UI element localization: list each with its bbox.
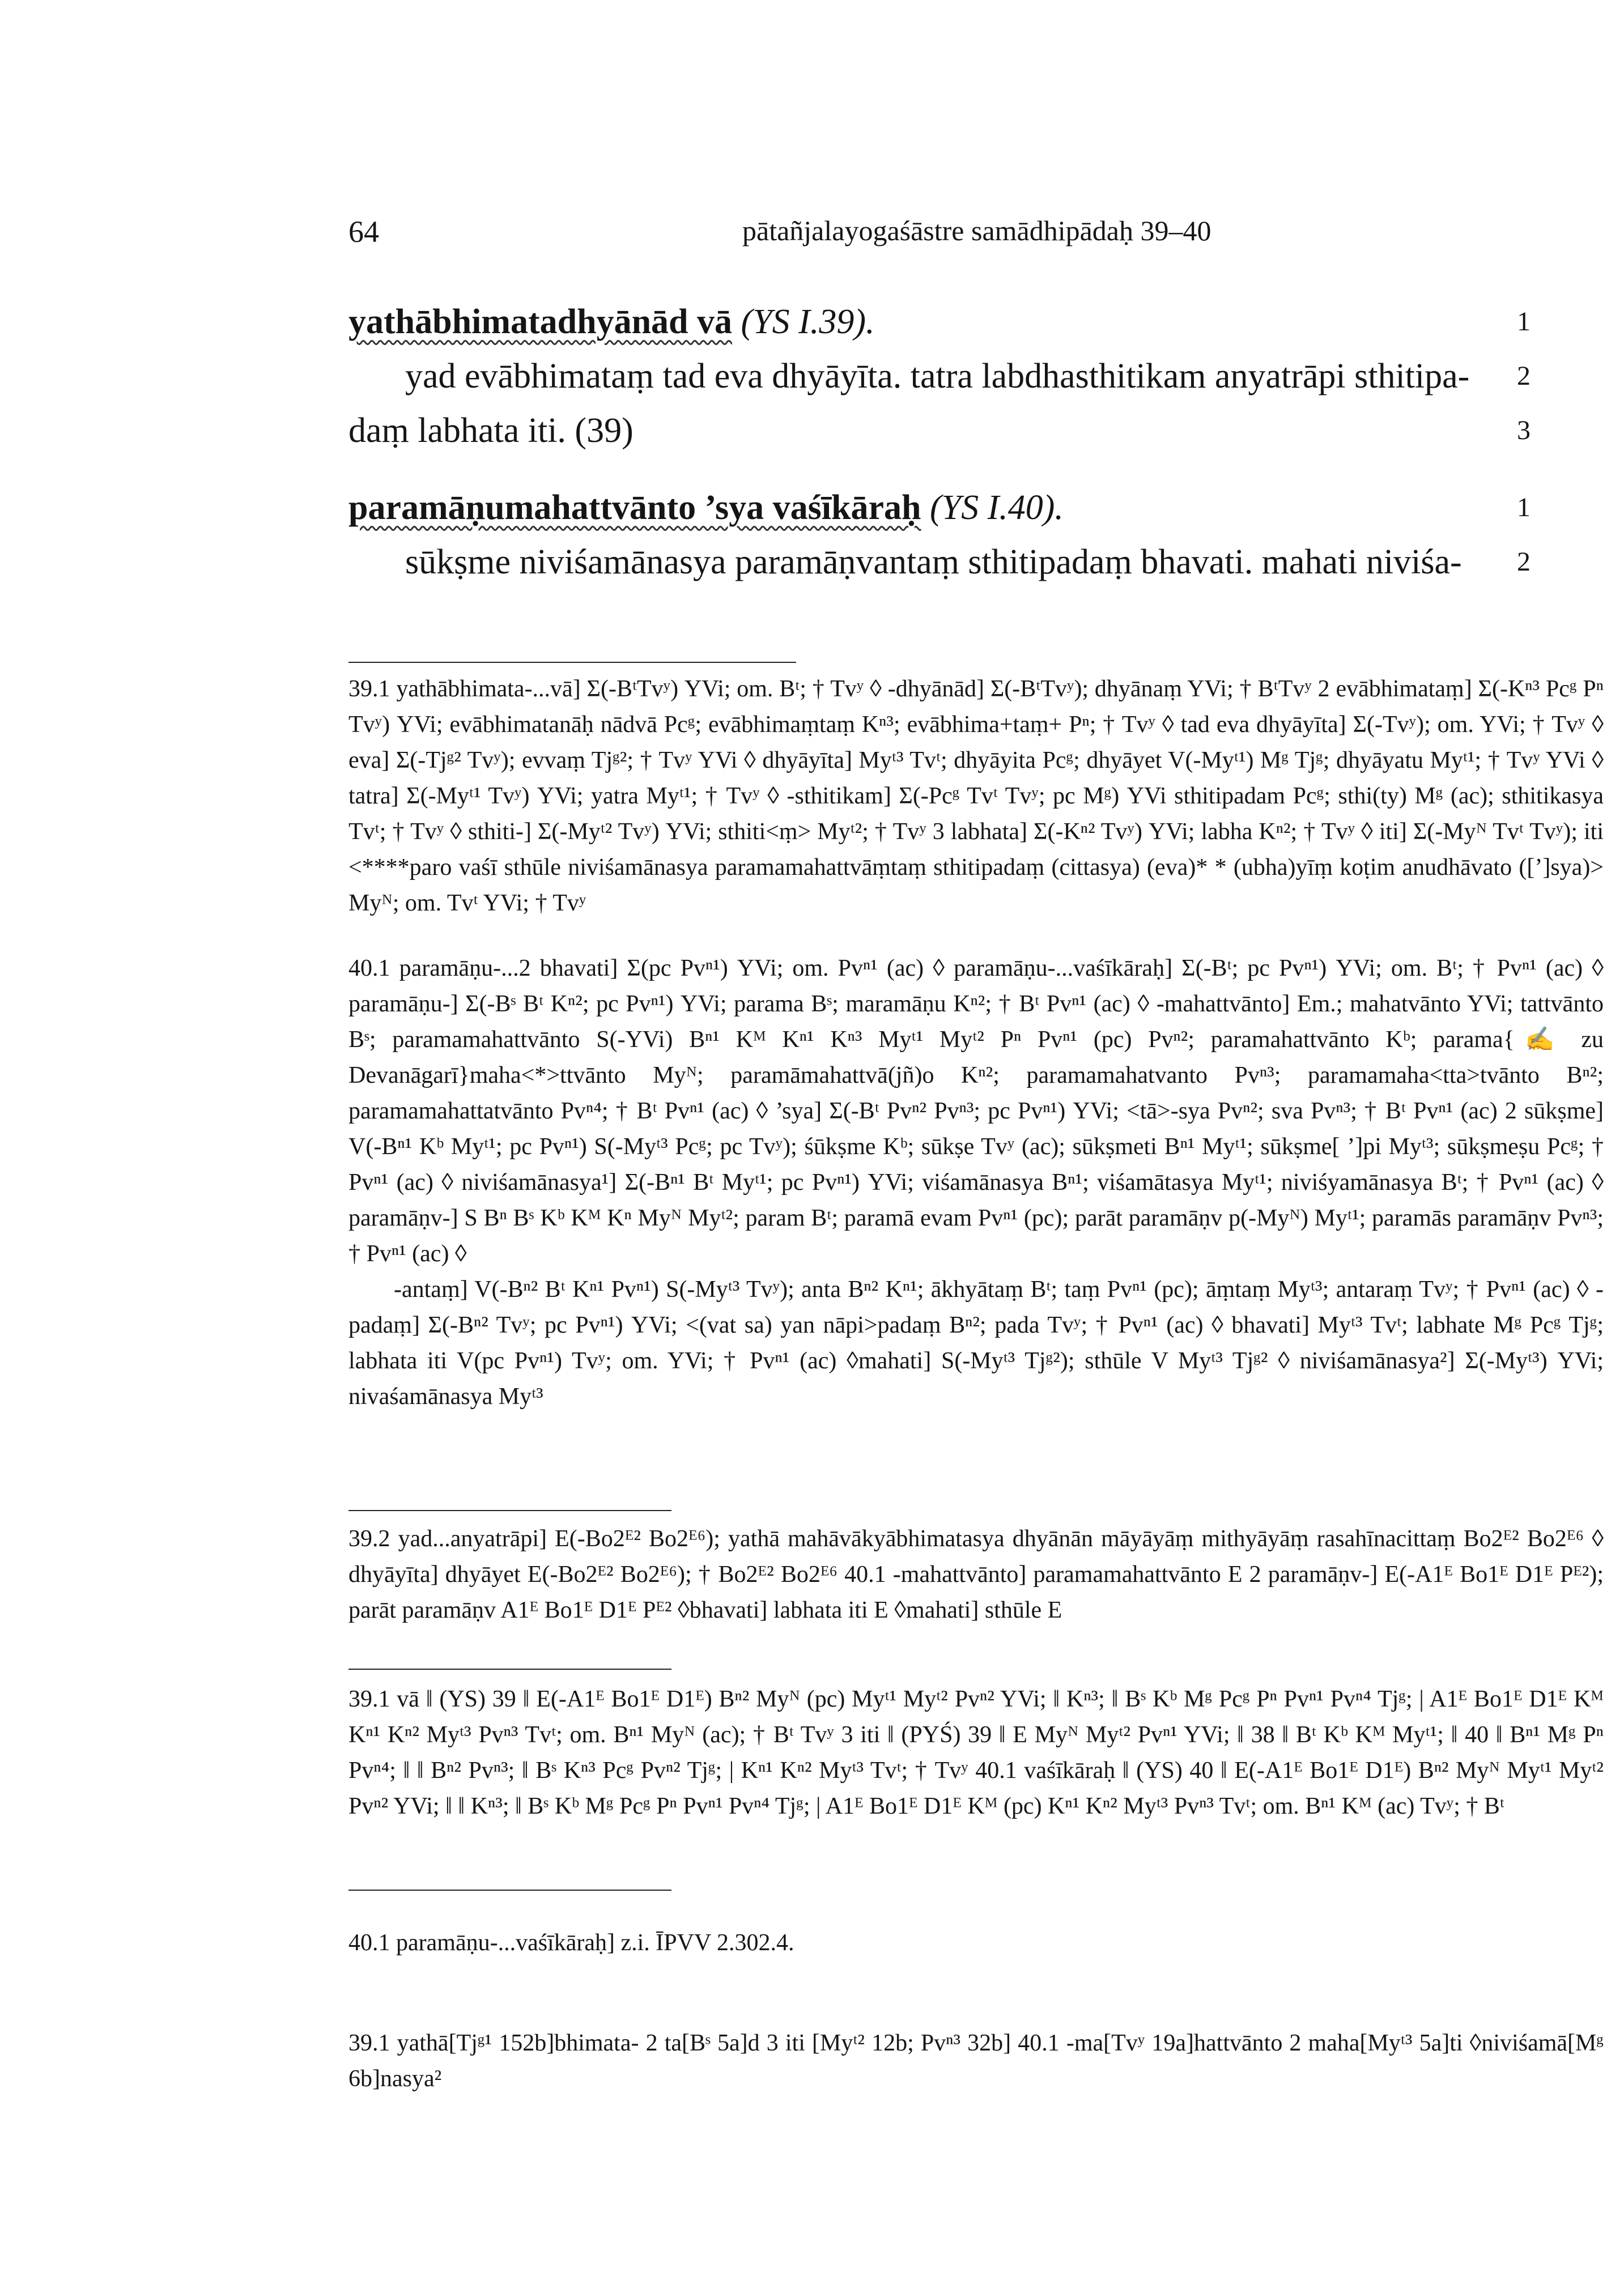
bhasya-40-text-1: sūkṣme niviśamānasya paramāṇvantaṃ sthitipadaṃ bhavati. mahati niviśa- [405, 543, 1462, 581]
sutra-39-line [348, 295, 1555, 349]
running-title: pātañjalayogaśāstre samādhipādaḥ 39–40 [742, 215, 1211, 246]
line-number: 1 [1517, 492, 1531, 522]
bhasya-39-text-2: daṃ labhata iti. (39) [348, 411, 634, 450]
footnote-rule [348, 1890, 671, 1891]
bhasya-40-line-1 [348, 535, 1555, 589]
line-number: 2 [1517, 361, 1531, 391]
apparatus-variants [348, 671, 1604, 1415]
footnote-rule [348, 662, 796, 663]
sutra-40-line [348, 480, 1555, 535]
sutra-39-ref: (YS I.39). [741, 303, 875, 341]
sutra-40-text: paramāṇumahattvānto ’sya vaśīkāraḥ [348, 488, 921, 527]
page-number: 64 [348, 215, 379, 249]
apparatus-punctuation [348, 1682, 1604, 1824]
apparatus-editions [348, 1521, 1604, 1628]
bhasya-39-line-1 [348, 349, 1555, 403]
bhasya-39-text-1: yad evābhimataṃ tad eva dhyāyīta. tatra labdhasthitikam anyatrāpi sthitipa- [405, 357, 1470, 395]
apparatus-testimonia-text: 40.1 paramāṇu-...vaśīkāraḥ] z.i. ĪPVV 2.302.4. [348, 1930, 794, 1956]
apparatus-folios [348, 2026, 1604, 2097]
line-number: 1 [1517, 307, 1531, 337]
apparatus-punctuation-text: 39.1 vā ‖ (YS) 39 ‖ E(-A1ᴱ Bo1ᴱ D1ᴱ) Bⁿ² Myᴺ (pc) Myᵗ¹ Myᵗ² Pvⁿ² YVi; ‖ Kⁿ³; ‖ Bˢ Kᵇ Mᵍ Pcᵍ Pⁿ Pvⁿ¹ Pvⁿ⁴ Tjᵍ; | A1ᴱ Bo1ᴱ D1ᴱ Kᴹ Kⁿ¹ Kⁿ² Myᵗ³ Pvⁿ³ Tvᵗ; om. Bⁿ¹ Myᴺ (ac); † Bᵗ Tvʸ 3 iti ‖ (PYŚ) 39 ‖ E Myᴺ Myᵗ² Pvⁿ¹ YVi; ‖ 38 ‖ Bᵗ Kᵇ Kᴹ Myᵗ¹; ‖ 40 ‖ Bⁿ¹ Mᵍ Pⁿ Pvⁿ⁴; ‖ ‖ Bⁿ² Pvⁿ³; ‖ Bˢ Kⁿ³ Pcᵍ Pvⁿ² Tjᵍ; | Kⁿ¹ Kⁿ² Myᵗ³ Tvᵗ; † Tvʸ 40.1 vaśīkāraḥ ‖ (YS) 40 ‖ E(-A1ᴱ Bo1ᴱ D1ᴱ) Bⁿ² Myᴺ Myᵗ¹ Myᵗ² Pvⁿ² YVi; ‖ ‖ Kⁿ³; ‖ Bˢ Kᵇ Mᵍ Pcᵍ Pⁿ Pvⁿ¹ Pvⁿ⁴ Tjᵍ; | A1ᴱ Bo1ᴱ D1ᴱ Kᴹ (pc) Kⁿ¹ Kⁿ² Myᵗ³ Pvⁿ³ Tvᵗ; om. Bⁿ¹ Kᴹ (ac) Tvʸ; † Bᵗ [348, 1686, 1604, 1819]
footnote-rule [348, 1510, 671, 1511]
apparatus-entry-40: 40.1 paramāṇu-...2 bhavati] Σ(pc Pvⁿ¹) YVi; om. Pvⁿ¹ (ac) ◊ paramāṇu-...vaśīkāraḥ] Σ(-Bᵗ; pc Pvⁿ¹) YVi; om. Bᵗ; † Pvⁿ¹ (ac) ◊ paramāṇu-] Σ(-Bˢ Bᵗ Kⁿ²; pc Pvⁿ¹) YVi; parama Bˢ; maramāṇu Kⁿ²; † Bᵗ Pvⁿ¹ (ac) ◊ -mahattvānto] Em.; mahatvānto YVi; tattvānto Bˢ; paramamahattvānto S(-YVi) Bⁿ¹ Kᴹ Kⁿ¹ Kⁿ³ Myᵗ¹ Myᵗ² Pⁿ Pvⁿ¹ (pc) Pvⁿ²; paramahattvānto Kᵇ; parama{✍ zu Devanāgarī}maha<*>ttvānto Myᴺ; paramāmahattvā(jñ)o Kⁿ²; paramamahatvanto Pvⁿ³; paramamaha<tta>tvānto Bⁿ²; paramamahattatvānto Pvⁿ⁴; † Bᵗ Pvⁿ¹ (ac) ◊ ’sya] Σ(-Bᵗ Pvⁿ² Pvⁿ³; pc Pvⁿ¹) YVi; <tā>-sya Pvⁿ²; sva Pvⁿ³; † Bᵗ Pvⁿ¹ (ac) 2 sūkṣme] V(-Bⁿ¹ Kᵇ Myᵗ¹; pc Pvⁿ¹) S(-Myᵗ³ Pcᵍ; pc Tvʸ); śūkṣme Kᵇ; sūkṣe Tvʸ (ac); sūkṣmeti Bⁿ¹ Myᵗ¹; sūkṣme[ ’]pi Myᵗ³; sūkṣmeṣu Pcᵍ; † Pvⁿ¹ (ac) ◊ niviśamānasya¹] Σ(-Bⁿ¹ Bᵗ Myᵗ¹; pc Pvⁿ¹) YVi; viśamānasya Bⁿ¹; viśamātasya Myᵗ¹; niviśyamānasya Bᵗ; † Pvⁿ¹ (ac) ◊ paramāṇv-] S Bⁿ Bˢ Kᵇ Kᴹ Kⁿ Myᴺ Myᵗ²; param Bᵗ; paramā evam Pvⁿ¹ (pc); parāt paramāṇv p(-Myᴺ) Myᵗ¹; paramās paramāṇv Pvⁿ³; † Pvⁿ¹ (ac) ◊ [348, 955, 1604, 1267]
apparatus-testimonia [348, 1925, 1604, 1961]
apparatus-entry-39: 39.1 yathābhimata-...vā] Σ(-BᵗTvʸ) YVi; om. Bᵗ; † Tvʸ ◊ -dhyānād] Σ(-BᵗTvʸ); dhyānaṃ YVi; † BᵗTvʸ 2 evābhimataṃ] Σ(-Kⁿ³ Pcᵍ Pⁿ Tvʸ) YVi; evābhimatanāḥ nādvā Pcᵍ; evābhimaṃtaṃ Kⁿ³; evābhima+taṃ+ Pⁿ; † Tvʸ ◊ tad eva dhyāyīta] Σ(-Tvʸ); om. YVi; † Tvʸ ◊ eva] Σ(-Tjᵍ² Tvʸ); evvaṃ Tjᵍ²; † Tvʸ YVi ◊ dhyāyīta] Myᵗ³ Tvᵗ; dhyāyita Pcᵍ; dhyāyet V(-Myᵗ¹) Mᵍ Tjᵍ; dhyāyatu Myᵗ¹; † Tvʸ YVi ◊ tatra] Σ(-Myᵗ¹ Tvʸ) YVi; yatra Myᵗ¹; † Tvʸ ◊ -sthitikam] Σ(-Pcᵍ Tvᵗ Tvʸ; pc Mᵍ) YVi sthitipadam Pcᵍ; sthi(ty) Mᵍ (ac); sthitikasya Tvᵗ; † Tvʸ ◊ sthiti-] Σ(-Myᵗ² Tvʸ) YVi; sthiti<ṃ> Myᵗ²; † Tvʸ 3 labhata] Σ(-Kⁿ² Tvʸ) YVi; labha Kⁿ²; † Tvʸ ◊ iti] Σ(-Myᴺ Tvᵗ Tvʸ); iti <****paro vaśī sthūle niviśamānasya paramamahattvāṃtaṃ sthitipadaṃ (cittasya) (eva)* * (ubha)yīṃ koṭim anudhāvato ([’]sya)> Myᴺ; om. Tvᵗ YVi; † Tvʸ [348, 676, 1604, 916]
bhasya-39-line-2 [348, 403, 1555, 458]
sutra-39-text: yathābhimatadhyānād vā [348, 303, 733, 341]
sutra-40-ref: (YS I.40). [929, 488, 1064, 527]
apparatus-folios-text: 39.1 yathā[Tjᵍ¹ 152b]bhimata- 2 ta[Bˢ 5a]d 3 iti [Myᵗ² 12b; Pvⁿ³ 32b] 40.1 -ma[Tvʸ 19a]hattvānto 2 maha[Myᵗ³ 5a]ti ◊niviśamā[Mᵍ 6b]nasya² [348, 2030, 1604, 2092]
line-number: 2 [1517, 547, 1531, 577]
apparatus-entry-40-continued: -antaṃ] V(-Bⁿ² Bᵗ Kⁿ¹ Pvⁿ¹) S(-Myᵗ³ Tvʸ); anta Bⁿ² Kⁿ¹; ākhyātaṃ Bᵗ; taṃ Pvⁿ¹ (pc); āṃtaṃ Myᵗ³; antaraṃ Tvʸ; † Pvⁿ¹ (ac) ◊ -padaṃ] Σ(-Bⁿ² Tvʸ; pc Pvⁿ¹) YVi; <(vat sa) yan nāpi>padaṃ Bⁿ²; pada Tvʸ; † Pvⁿ¹ (ac) ◊ bhavati] Myᵗ³ Tvᵗ; labhate Mᵍ Pcᵍ Tjᵍ; labhata iti V(pc Pvⁿ¹) Tvʸ; om. YVi; † Pvⁿ¹ (ac) ◊mahati] S(-Myᵗ³ Tjᵍ²); sthūle V Myᵗ³ Tjᵍ² ◊ niviśamānasya²] Σ(-Myᵗ³) YVi; nivaśamānasya Myᵗ³ [348, 1277, 1604, 1410]
sutra-39-block [348, 295, 1555, 458]
line-number: 3 [1517, 415, 1531, 445]
apparatus-editions-text: 39.2 yad...anyatrāpi] E(-Bo2ᴱ² Bo2ᴱ⁶); yathā mahāvākyābhimatasya dhyānān māyāyāṃ mithyāyāṃ rasahīnacittaṃ Bo2ᴱ² Bo2ᴱ⁶ ◊ dhyāyīta] dhyāyet E(-Bo2ᴱ² Bo2ᴱ⁶); † Bo2ᴱ² Bo2ᴱ⁶ 40.1 -mahattvānto] paramamahattvānto E 2 paramāṇv-] E(-A1ᴱ Bo1ᴱ D1ᴱ Pᴱ²); parāt paramāṇv A1ᴱ Bo1ᴱ D1ᴱ Pᴱ² ◊bhavati] labhata iti E ◊mahati] sthūle E [348, 1526, 1604, 1623]
sutra-40-block [348, 480, 1555, 589]
footnote-rule [348, 1669, 671, 1670]
